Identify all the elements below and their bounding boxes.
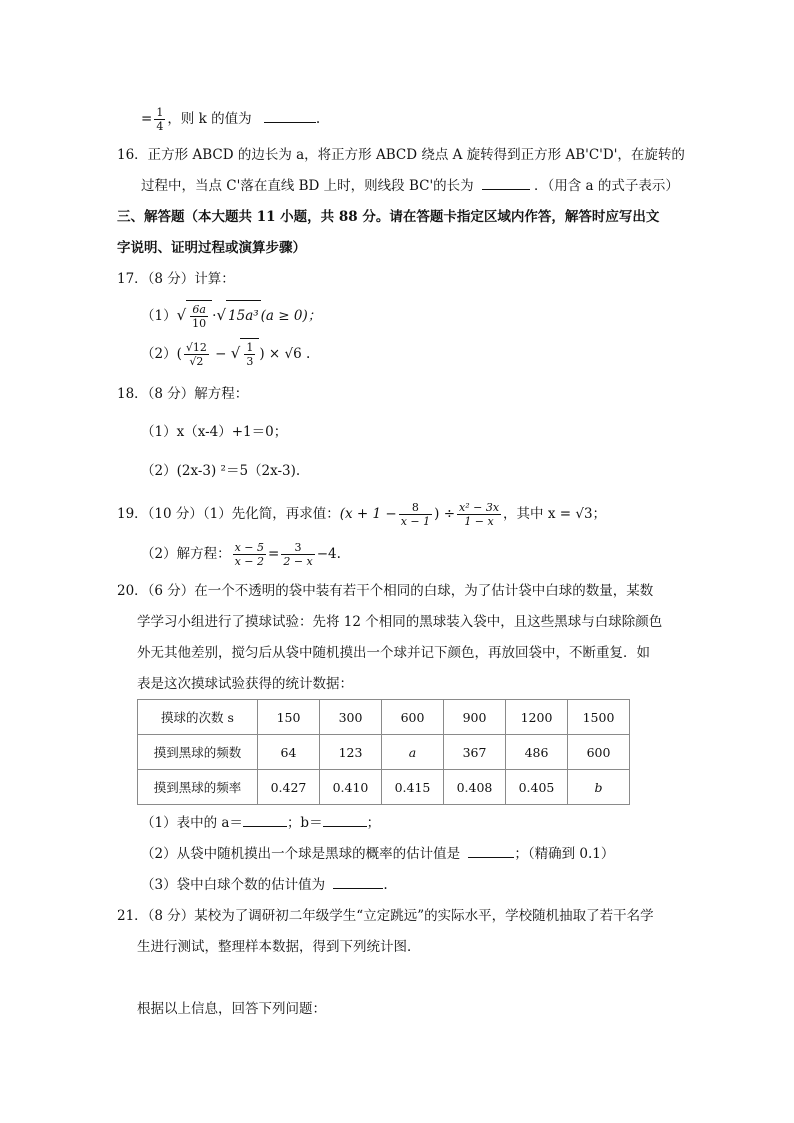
part-text: （3）袋中白球个数的估计值为 — [141, 877, 326, 893]
frac-den: 4 — [156, 120, 164, 133]
frac-num: x − 5 — [234, 541, 265, 554]
tail: ) × √6 . — [259, 346, 311, 362]
table-cell: a — [382, 735, 444, 770]
frac-den: x − 2 — [234, 555, 265, 568]
table-cell: 600 — [382, 700, 444, 735]
table-cell: 600 — [568, 735, 630, 770]
table-cell: 0.427 — [258, 770, 320, 805]
open-paren: ( — [176, 346, 182, 362]
table-cell: 64 — [258, 735, 320, 770]
q16-line-1: 16．正方形 ABCD 的边长为 a，将正方形 ABCD 绕点 A 旋转得到正方形 AB'C'D'，在旋转的 — [117, 147, 685, 163]
radicand: 15a³ — [226, 300, 261, 331]
part-label: （1） — [141, 308, 177, 324]
part-text: （2）从袋中随机摸出一个球是黑球的概率的估计值是 — [141, 846, 461, 862]
frac-den: 3 — [246, 355, 254, 368]
q20-line-4: 表是这次摸球试验获得的统计数据： — [137, 676, 353, 692]
expr-open: (x + 1 − — [339, 506, 397, 522]
q20-part-2 — [141, 844, 614, 864]
fraction-one-quarter — [154, 106, 165, 133]
condition: (a ≥ 0)； — [260, 308, 322, 324]
sqrt-icon: √ — [230, 344, 241, 362]
table-cell: 0.408 — [444, 770, 506, 805]
part-label: （2）解方程： — [141, 546, 231, 562]
table-cell: 150 — [258, 700, 320, 735]
q17-part-2 — [141, 338, 310, 369]
q20-part-1 — [141, 813, 380, 833]
frac-num: 6a — [190, 303, 208, 317]
table-cell: 摸到黑球的频率 — [138, 770, 258, 805]
stats-table — [137, 699, 630, 805]
frac-num: 1 — [246, 341, 254, 354]
condition: ，其中 x = √3； — [503, 506, 607, 522]
table-cell: 123 — [320, 735, 382, 770]
answer-blank[interactable] — [482, 177, 530, 190]
q19-head: 19．（10 分）（1）先化简，再求值： — [117, 506, 340, 522]
answer-blank[interactable] — [333, 876, 383, 889]
answer-blank[interactable] — [323, 814, 367, 827]
q17-part-1 — [141, 300, 321, 331]
frac-num: 8 — [399, 501, 432, 515]
q15-tail — [141, 106, 320, 133]
q20-line-3: 外无其他差别，搅匀后从袋中随机摸出一个球并记下颜色，再放回袋中，不断重复．如 — [137, 645, 650, 661]
frac-den: x − 1 — [400, 515, 431, 528]
table-cell: 300 — [320, 700, 382, 735]
q18-part-2: （2）(2x-3) ²＝5（2x-3). — [141, 463, 301, 479]
q18-part-1: （1）x（x-4）+1＝0； — [141, 424, 288, 440]
sqrt-icon: √ — [176, 306, 187, 324]
q19-part-1 — [117, 498, 606, 530]
fraction-rhs — [281, 541, 314, 568]
q16-text-b: ．（用含 a 的式子表示） — [533, 178, 679, 194]
part-label: （2） — [141, 346, 177, 362]
tail: −4. — [316, 546, 341, 562]
q20-part-3 — [141, 875, 388, 895]
part-text: . — [383, 877, 388, 893]
section-3-heading-cont: 字说明、证明过程或演算步骤） — [117, 240, 306, 256]
part-text: ；b＝ — [286, 815, 323, 831]
part-text: （1）表中的 a＝ — [141, 815, 243, 831]
q21-line-2: 生进行测试，整理样本数据，得到下列统计图． — [137, 939, 421, 955]
fraction-x2-3x — [457, 501, 501, 528]
table-cell: 摸球的次数 s — [138, 700, 258, 735]
frac-num: x² − 3x — [459, 501, 500, 514]
table-cell: 0.415 — [382, 770, 444, 805]
q16-line-2 — [141, 176, 679, 196]
table-cell: 1500 — [568, 700, 630, 735]
answer-blank[interactable] — [264, 110, 316, 123]
q20-line-1: 20．（6 分）在一个不透明的袋中装有若干个相同的白球，为了估计袋中白球的数量，某数 — [117, 583, 654, 599]
equals-sign: = — [268, 546, 280, 562]
radicand-fraction — [190, 303, 208, 330]
table-row — [138, 770, 630, 805]
q20-line-2: 学学习小组进行了摸球试验：先将 12 个相同的黑球装入袋中，且这些黑球与白球除颜色 — [137, 614, 663, 630]
fraction-8 — [399, 501, 432, 528]
q17-head: 17．（8 分）计算： — [117, 271, 235, 287]
part-text: ； — [366, 815, 381, 831]
table-row — [138, 700, 630, 735]
equals-sign: = — [141, 111, 153, 127]
q15-text: ，则 k 的值为 — [167, 111, 252, 127]
q21-line-1: 21．（8 分）某校为了调研初二年级学生“立定跳远”的实际水平，学校随机抽取了若干名学 — [117, 908, 654, 924]
q21-line-3: 根据以上信息，回答下列问题： — [137, 1001, 326, 1017]
frac-den: 2 − x — [283, 555, 313, 568]
table-row — [138, 735, 630, 770]
period: . — [315, 111, 321, 127]
fraction-lhs — [233, 541, 266, 568]
table-cell: 486 — [506, 735, 568, 770]
minus-sign: − — [210, 346, 231, 362]
sqrt-icon: √ — [216, 306, 227, 324]
q18-head: 18．（8 分）解方程： — [117, 386, 249, 402]
answer-blank[interactable] — [468, 845, 514, 858]
table-cell: 0.410 — [320, 770, 382, 805]
section-3-heading: 三、解答题（本大题共 11 小题，共 88 分。请在答题卡指定区域内作答，解答时应写出文 — [117, 209, 660, 225]
fraction-root12-root2 — [184, 341, 209, 368]
q16-text-a: 过程中，当点 C'落在直线 BD 上时，则线段 BC'的长为 — [141, 178, 474, 194]
frac-num: 1 — [156, 106, 164, 119]
divide: ) ÷ — [434, 506, 456, 522]
frac-num: 3 — [281, 541, 314, 555]
frac-den: 10 — [192, 317, 207, 330]
frac-den: 1 − x — [464, 515, 494, 528]
answer-blank[interactable] — [243, 814, 287, 827]
table-cell: 367 — [444, 735, 506, 770]
table-cell: b — [568, 770, 630, 805]
part-text: ；（精确到 0.1） — [514, 846, 615, 862]
table-cell: 900 — [444, 700, 506, 735]
table-cell: 0.405 — [506, 770, 568, 805]
dot-operator: · — [212, 308, 217, 324]
frac-num: √12 — [185, 341, 207, 354]
table-cell: 摸到黑球的频数 — [138, 735, 258, 770]
frac-den: √2 — [189, 355, 204, 368]
table-cell: 1200 — [506, 700, 568, 735]
q19-part-2 — [141, 538, 341, 570]
radicand-fraction — [244, 341, 255, 368]
